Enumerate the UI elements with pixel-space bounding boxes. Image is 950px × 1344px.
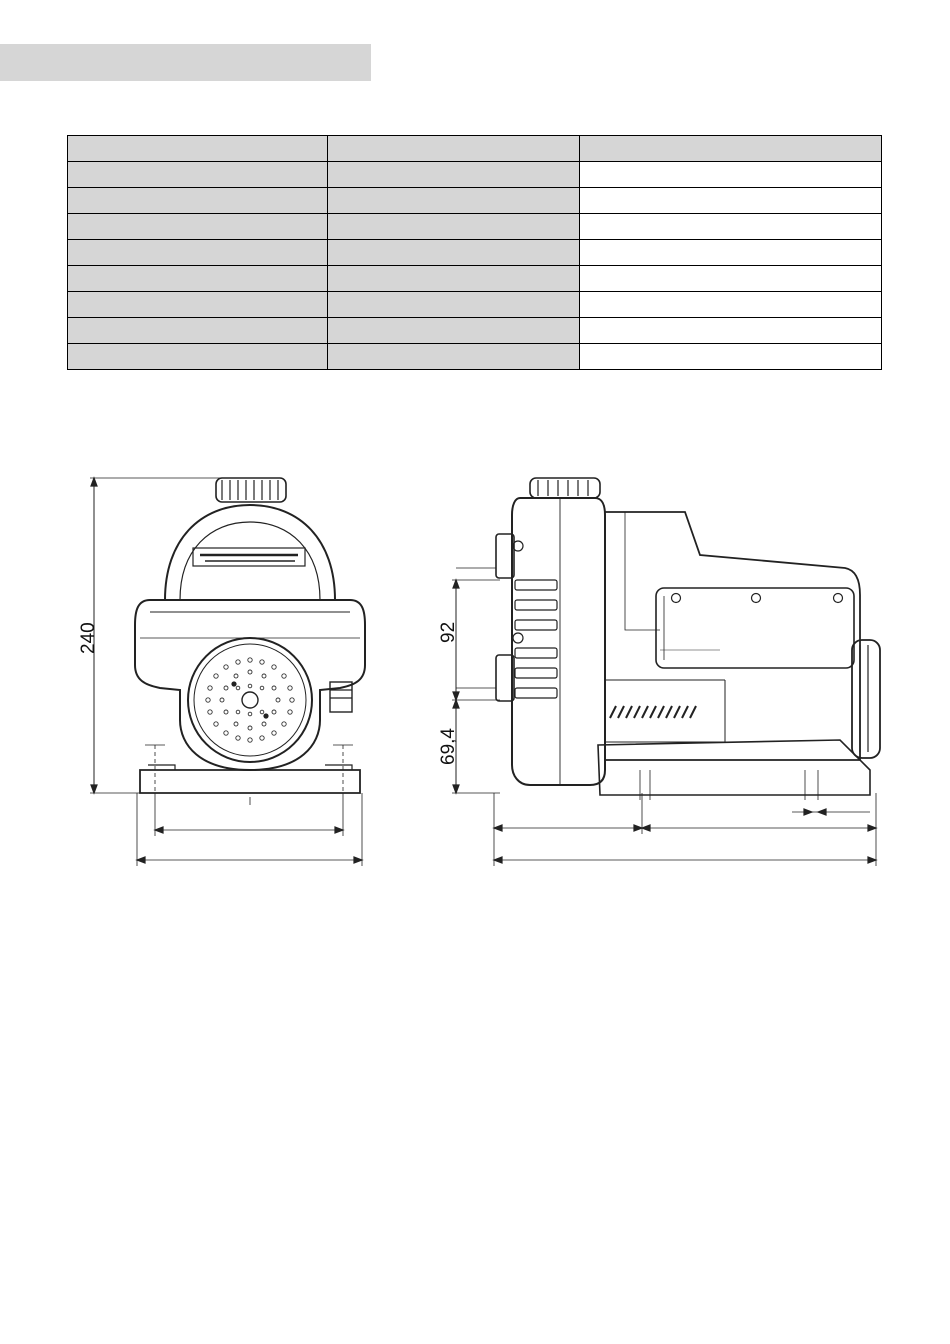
table-cell — [580, 266, 882, 292]
table-cell — [68, 214, 328, 240]
table-row — [68, 292, 882, 318]
table-cell — [580, 188, 882, 214]
table-cell — [580, 318, 882, 344]
table-cell — [68, 344, 328, 370]
table-cell — [328, 344, 580, 370]
table-cell — [328, 162, 580, 188]
table-cell — [328, 136, 580, 162]
table-cell — [328, 214, 580, 240]
table-cell — [580, 136, 882, 162]
table-cell — [68, 162, 328, 188]
front-view — [90, 478, 365, 866]
table-cell — [328, 318, 580, 344]
table-cell — [68, 266, 328, 292]
table-cell — [580, 214, 882, 240]
pump-technical-drawing — [0, 460, 950, 880]
table-row — [68, 188, 882, 214]
table-cell — [580, 292, 882, 318]
dimension-label-lower: 69,4 — [438, 728, 459, 765]
table-row — [68, 344, 882, 370]
table-cell — [68, 188, 328, 214]
table-cell — [580, 240, 882, 266]
spec-table — [67, 135, 882, 370]
table-cell — [328, 240, 580, 266]
table-row — [68, 318, 882, 344]
dimension-label-upper: 92 — [438, 621, 459, 643]
table-header-row — [68, 136, 882, 162]
table-cell — [68, 240, 328, 266]
table-cell — [68, 136, 328, 162]
table-row — [68, 162, 882, 188]
table-row — [68, 266, 882, 292]
side-view — [452, 478, 880, 866]
table-cell — [68, 292, 328, 318]
table-row — [68, 214, 882, 240]
dimension-label-height: 240 — [78, 622, 99, 654]
table-cell — [580, 162, 882, 188]
section-header-bar — [0, 44, 371, 81]
table-cell — [328, 188, 580, 214]
table-cell — [68, 318, 328, 344]
table-row — [68, 240, 882, 266]
table-cell — [580, 344, 882, 370]
table-cell — [328, 266, 580, 292]
table-cell — [328, 292, 580, 318]
